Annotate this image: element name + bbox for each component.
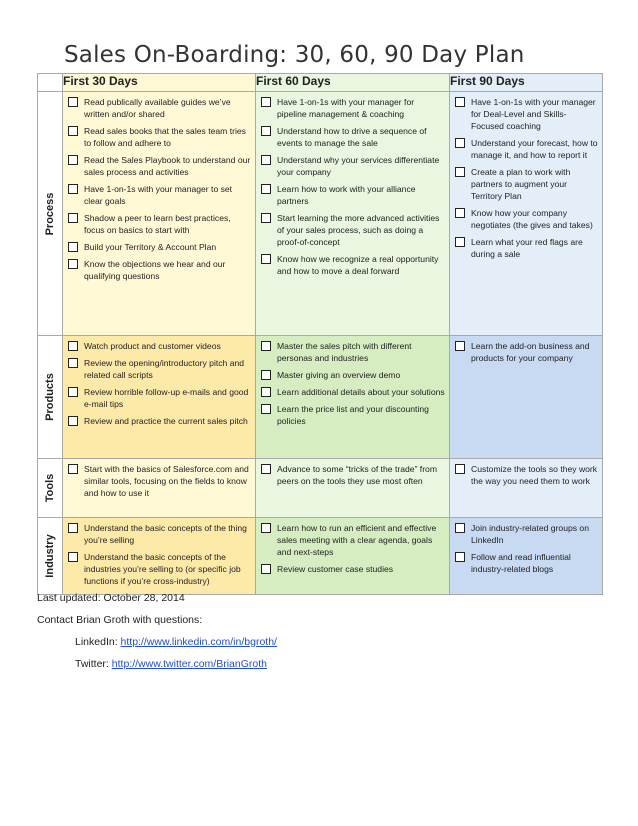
checklist-item	[261, 463, 445, 487]
checklist-item-text: Learn the add-on business and products for your company	[471, 341, 590, 363]
row-label: Process	[44, 192, 56, 235]
plan-cell	[450, 518, 603, 595]
checklist-item	[455, 340, 598, 364]
checklist-item-text: Customize the tools so they work the way you need them to work	[471, 464, 598, 486]
checkbox-icon[interactable]	[261, 523, 271, 533]
checklist-item	[261, 563, 445, 575]
checklist-item	[455, 96, 598, 132]
last-updated: Last updated: October 28, 2014	[37, 592, 185, 604]
checklist-item	[68, 551, 251, 587]
checklist-item-text: Learn additional details about your solutions	[277, 387, 445, 397]
checkbox-icon[interactable]	[68, 184, 78, 194]
checklist-item-text: Learn how to work with your alliance partners	[277, 184, 416, 206]
plan-cell	[450, 459, 603, 518]
checklist-item-text: Read publically available guides we’ve written and/or shared	[84, 97, 231, 119]
checklist-item	[261, 340, 445, 364]
checklist-item-text: Know how we recognize a real opportunity and how to move a deal forward	[277, 254, 439, 276]
checkbox-icon[interactable]	[68, 213, 78, 223]
corner-cell	[38, 74, 63, 92]
checklist-item-text: Review customer case studies	[277, 564, 394, 574]
plan-cell	[63, 518, 256, 595]
checklist-item	[68, 522, 251, 546]
checklist-item-text: Know the objections we hear and our qualifying questions	[84, 259, 226, 281]
checkbox-icon[interactable]	[455, 464, 465, 474]
checklist	[256, 518, 449, 582]
checklist-item-text: Master the sales pitch with different personas and industries	[277, 341, 412, 363]
row-label-cell	[38, 92, 63, 336]
checklist-item-text: Understand why your services differentiate your company	[277, 155, 440, 177]
checklist-item	[68, 340, 251, 352]
checklist	[450, 518, 602, 582]
header-row	[38, 74, 603, 92]
plan-row-products	[38, 336, 603, 459]
checkbox-icon[interactable]	[68, 416, 78, 426]
checkbox-icon[interactable]	[455, 208, 465, 218]
checklist-item-text: Review the opening/introductory pitch and related call scripts	[84, 358, 245, 380]
checklist-item-text: Master giving an overview demo	[277, 370, 401, 380]
checklist-item	[68, 154, 251, 178]
checklist-item	[261, 96, 445, 120]
checkbox-icon[interactable]	[455, 97, 465, 107]
checklist-item-text: Watch product and customer videos	[84, 341, 221, 351]
plan-cell	[450, 92, 603, 336]
checklist-item	[261, 386, 445, 398]
checklist-item-text: Review and practice the current sales pitch	[84, 416, 248, 426]
checkbox-icon[interactable]	[261, 341, 271, 351]
checklist-item-text: Learn how to run an efficient and effective sales meeting with a clear agenda, goals and next-steps	[277, 523, 437, 557]
checklist-item-text: Review horrible follow-up e-mails and good e-mail tips	[84, 387, 249, 409]
checklist-item-text: Follow and read influential industry-related blogs	[471, 552, 571, 574]
checklist-item-text: Join industry-related groups on LinkedIn	[471, 523, 589, 545]
linkedin-label: LinkedIn:	[75, 636, 121, 648]
page-title: Sales On-Boarding: 30, 60, 90 Day Plan	[64, 42, 525, 68]
checkbox-icon[interactable]	[68, 464, 78, 474]
checkbox-icon[interactable]	[261, 387, 271, 397]
checklist	[256, 92, 449, 284]
checklist-item-text: Read the Sales Playbook to understand our sales process and activities	[84, 155, 251, 177]
checkbox-icon[interactable]	[68, 552, 78, 562]
checklist-item	[261, 125, 445, 149]
checklist-item-text: Understand the basic concepts of the thing you’re selling	[84, 523, 247, 545]
plan-row-process	[38, 92, 603, 336]
checkbox-icon[interactable]	[261, 155, 271, 165]
linkedin-link[interactable]: http://www.linkedin.com/in/bgroth/	[120, 636, 277, 648]
checklist-item-text: Have 1-on-1s with your manager for Deal-Level and Skills-Focused coaching	[471, 97, 596, 131]
checklist	[450, 459, 602, 494]
checklist	[63, 459, 255, 506]
checklist-item	[261, 403, 445, 427]
checklist-item-text: Learn the price list and your discounting policies	[277, 404, 429, 426]
row-label-cell	[38, 518, 63, 595]
checkbox-icon[interactable]	[68, 358, 78, 368]
checkbox-icon[interactable]	[455, 138, 465, 148]
plan-cell	[256, 336, 450, 459]
column-header-90: First 90 Days	[450, 74, 603, 92]
row-label: Tools	[44, 473, 56, 503]
checkbox-icon[interactable]	[261, 213, 271, 223]
checklist-item-text: Learn what your red flags are during a sale	[471, 237, 583, 259]
checklist	[256, 459, 449, 494]
checkbox-icon[interactable]	[68, 259, 78, 269]
checklist-item	[261, 212, 445, 248]
row-label: Industry	[44, 534, 56, 578]
checklist-item	[68, 357, 251, 381]
checklist-item-text: Know how your company negotiates (the gives and takes)	[471, 208, 593, 230]
checkbox-icon[interactable]	[261, 370, 271, 380]
checkbox-icon[interactable]	[68, 242, 78, 252]
checklist-item	[455, 207, 598, 231]
checkbox-icon[interactable]	[455, 237, 465, 247]
contact-line: Contact Brian Groth with questions:	[37, 614, 203, 626]
checkbox-icon[interactable]	[261, 254, 271, 264]
checklist	[450, 92, 602, 267]
checklist	[63, 92, 255, 289]
checklist-item-text: Build your Territory & Account Plan	[84, 242, 217, 252]
checklist-item-text: Have 1-on-1s with your manager to set clear goals	[84, 184, 233, 206]
checklist	[450, 336, 602, 371]
checklist-item-text: Understand the basic concepts of the industries you’re selling to (or specific job functions if you’re cross-industry)	[84, 552, 241, 586]
checklist-item	[68, 258, 251, 282]
checklist-item	[68, 241, 251, 253]
row-label-cell	[38, 459, 63, 518]
checkbox-icon[interactable]	[261, 464, 271, 474]
checklist-item-text: Have 1-on-1s with your manager for pipeline management & coaching	[277, 97, 415, 119]
checklist-item	[455, 137, 598, 161]
checklist-item	[68, 125, 251, 149]
twitter-label: Twitter:	[75, 658, 112, 670]
checkbox-icon[interactable]	[68, 341, 78, 351]
column-header-60: First 60 Days	[256, 74, 450, 92]
plan-cell	[63, 459, 256, 518]
checkbox-icon[interactable]	[68, 126, 78, 136]
checklist-item	[455, 463, 598, 487]
checkbox-icon[interactable]	[455, 167, 465, 177]
checklist-item-text: Create a plan to work with partners to augment your Territory Plan	[471, 167, 571, 201]
checklist-item	[455, 522, 598, 546]
checkbox-icon[interactable]	[68, 523, 78, 533]
plan-cell	[63, 336, 256, 459]
checkbox-icon[interactable]	[261, 97, 271, 107]
row-label-cell	[38, 336, 63, 459]
checklist-item-text: Advance to some “tricks of the trade” from peers on the tools they use most often	[277, 464, 437, 486]
linkedin-line	[37, 636, 277, 648]
checklist-item	[455, 236, 598, 260]
checkbox-icon[interactable]	[261, 404, 271, 414]
checklist-item	[261, 154, 445, 178]
checklist-item	[68, 415, 251, 427]
checklist-item-text: Shadow a peer to learn best practices, focus on basics to start with	[84, 213, 231, 235]
checklist-item-text: Start learning the more advanced activities of your sales process, such as doing a proof-of-concept	[277, 213, 440, 247]
plan-table	[37, 73, 603, 595]
plan-row-industry	[38, 518, 603, 595]
row-label: Products	[44, 373, 56, 421]
checklist-item-text: Start with the basics of Salesforce.com and similar tools, focusing on the fields to know and how to use it	[84, 464, 249, 498]
column-header-30: First 30 Days	[63, 74, 256, 92]
twitter-link[interactable]: http://www.twitter.com/BrianGroth	[111, 658, 267, 670]
checklist-item	[68, 183, 251, 207]
checkbox-icon[interactable]	[455, 552, 465, 562]
checklist-item	[261, 253, 445, 277]
footer	[37, 592, 277, 680]
checklist-item	[68, 386, 251, 410]
checkbox-icon[interactable]	[68, 387, 78, 397]
plan-cell	[256, 518, 450, 595]
checklist-item	[261, 369, 445, 381]
checkbox-icon[interactable]	[68, 155, 78, 165]
checklist	[256, 336, 449, 434]
checklist-item-text: Understand how to drive a sequence of events to manage the sale	[277, 126, 427, 148]
checklist	[63, 518, 255, 594]
plan-cell	[63, 92, 256, 336]
checklist-item	[68, 463, 251, 499]
twitter-line	[37, 658, 277, 670]
plan-cell	[256, 459, 450, 518]
checkbox-icon[interactable]	[261, 184, 271, 194]
plan-cell	[256, 92, 450, 336]
checklist-item-text: Read sales books that the sales team tries to follow and adhere to	[84, 126, 246, 148]
checkbox-icon[interactable]	[455, 523, 465, 533]
checkbox-icon[interactable]	[261, 126, 271, 136]
checklist-item	[68, 212, 251, 236]
checklist-item	[261, 183, 445, 207]
checklist-item-text: Understand your forecast, how to manage it, and how to report it	[471, 138, 598, 160]
plan-cell	[450, 336, 603, 459]
checkbox-icon[interactable]	[261, 564, 271, 574]
plan-row-tools	[38, 459, 603, 518]
checkbox-icon[interactable]	[455, 341, 465, 351]
checklist-item	[68, 96, 251, 120]
checklist-item	[455, 551, 598, 575]
checklist-item	[455, 166, 598, 202]
checklist-item	[261, 522, 445, 558]
checkbox-icon[interactable]	[68, 97, 78, 107]
checklist	[63, 336, 255, 434]
